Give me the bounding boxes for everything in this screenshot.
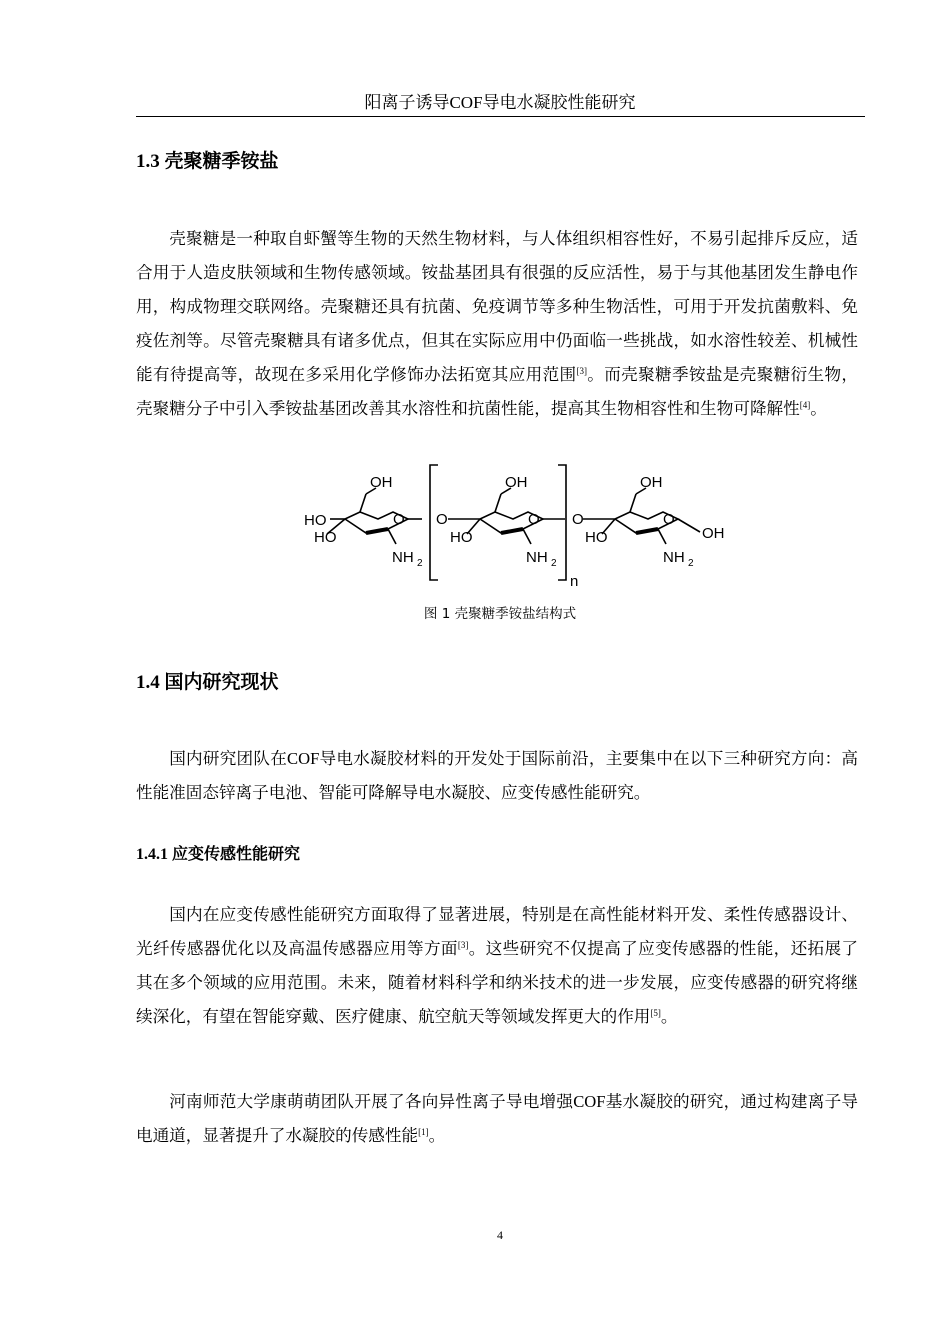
chitosan-structure-figure (300, 462, 740, 592)
repeat-unit-n-label: n (570, 573, 579, 590)
figure-caption: 图 1 壳聚糖季铵盐结构式 (423, 606, 577, 622)
section-heading-1-4: 1.4 国内研究现状 (136, 672, 279, 693)
paragraph-text: 。 (428, 1126, 446, 1145)
paragraph-text: 。这些研究不仅提高了应变传感器的性能，还拓展了其在多个领域的应用范围。未来，随着材料科学和纳米技术的进一步发展，应变传感器的研究将继续深化，有望在智能穿戴、医疗健康、航空航天等领域发挥更大的作用 (136, 939, 859, 1026)
paragraph-text: 。 (660, 1007, 678, 1026)
citation-ref: [5] (650, 1008, 661, 1018)
citation-ref: [4] (799, 400, 811, 410)
citation-ref: [3] (576, 366, 587, 376)
ring-oxygen-label: O (528, 511, 540, 528)
citation-ref: [1] (418, 1127, 429, 1137)
glycosidic-oxygen-label: O (572, 511, 584, 528)
amine-label: NH (526, 549, 548, 566)
hydroxyl-label: OH (702, 525, 725, 542)
paragraph-text: 河南师范大学康萌萌团队开展了各向异性离子导电增强COF基水凝胶的研究，通过构建离子导电通道，显著提升了水凝胶的传感性能 (136, 1092, 858, 1145)
section-heading-1-3: 1.3 壳聚糖季铵盐 (136, 151, 279, 172)
hydroxyl-label: OH (640, 474, 663, 491)
amine-label: NH (392, 549, 414, 566)
hydroxyl-label: OH (370, 474, 393, 491)
section-heading-1-4-1: 1.4.1 应变传感性能研究 (136, 846, 301, 863)
paragraph-strain-sensing (136, 898, 858, 1034)
hydroxyl-label: HO (585, 529, 608, 546)
paragraph-chitosan (136, 222, 858, 426)
hydroxyl-label: OH (505, 474, 528, 491)
chemical-structure-diagram (300, 462, 740, 592)
paragraph-text: 壳聚糖是一种取自虾蟹等生物的天然生物材料，与人体组织相容性好，不易引起排斥反应，适合用于人造皮肤领域和生物传感领域。铵盐基团具有很强的反应活性，易于与其他基团发生静电作用，构成物理交联网络。壳聚糖还具有抗菌、免疫调节等多种生物活性，可用于开发抗菌敷料、免疫佐剂等。尽管壳聚糖具有诸多优点，但其在实际应用中仍面临一些挑战，如水溶性较差、机械性能有待提高等，故现在多采用化学修饰办法拓宽其应用范围 (136, 229, 858, 384)
paragraph-text: 。而壳聚糖季铵盐是壳聚糖衍生物，壳聚糖分子中引入季铵盐基团改善其水溶性和抗菌性能，提高其生物相容性和生物可降解性 (136, 365, 858, 418)
running-header: 阳离子诱导COF导电水凝胶性能研究 (364, 93, 636, 112)
ring-oxygen-label: O (663, 511, 675, 528)
citation-ref: [3] (457, 940, 469, 950)
hydroxyl-label: HO (304, 512, 327, 529)
page-number: 4 (497, 1228, 503, 1242)
paragraph-text: 国内在应变传感性能研究方面取得了显著进展，特别是在高性能材料开发、柔性传感器设计、光纤传感器优化以及高温传感器应用等方面 (136, 905, 858, 958)
header-rule (136, 116, 865, 117)
glycosidic-oxygen-label: O (436, 511, 448, 528)
hydroxyl-label: HO (450, 529, 473, 546)
ring-oxygen-label: O (393, 511, 405, 528)
amine-label: NH (663, 549, 685, 566)
paragraph-henan-team (136, 1085, 858, 1153)
paragraph-text: 。 (810, 399, 827, 418)
subscript-label: 2 (688, 558, 694, 569)
subscript-label: 2 (417, 558, 423, 569)
hydroxyl-label: HO (314, 529, 337, 546)
subscript-label: 2 (551, 558, 557, 569)
paragraph-domestic-research: 国内研究团队在COF导电水凝胶材料的开发处于国际前沿，主要集中在以下三种研究方向：高性能准固态锌离子电池、智能可降解导电水凝胶、应变传感性能研究。 (136, 749, 858, 802)
